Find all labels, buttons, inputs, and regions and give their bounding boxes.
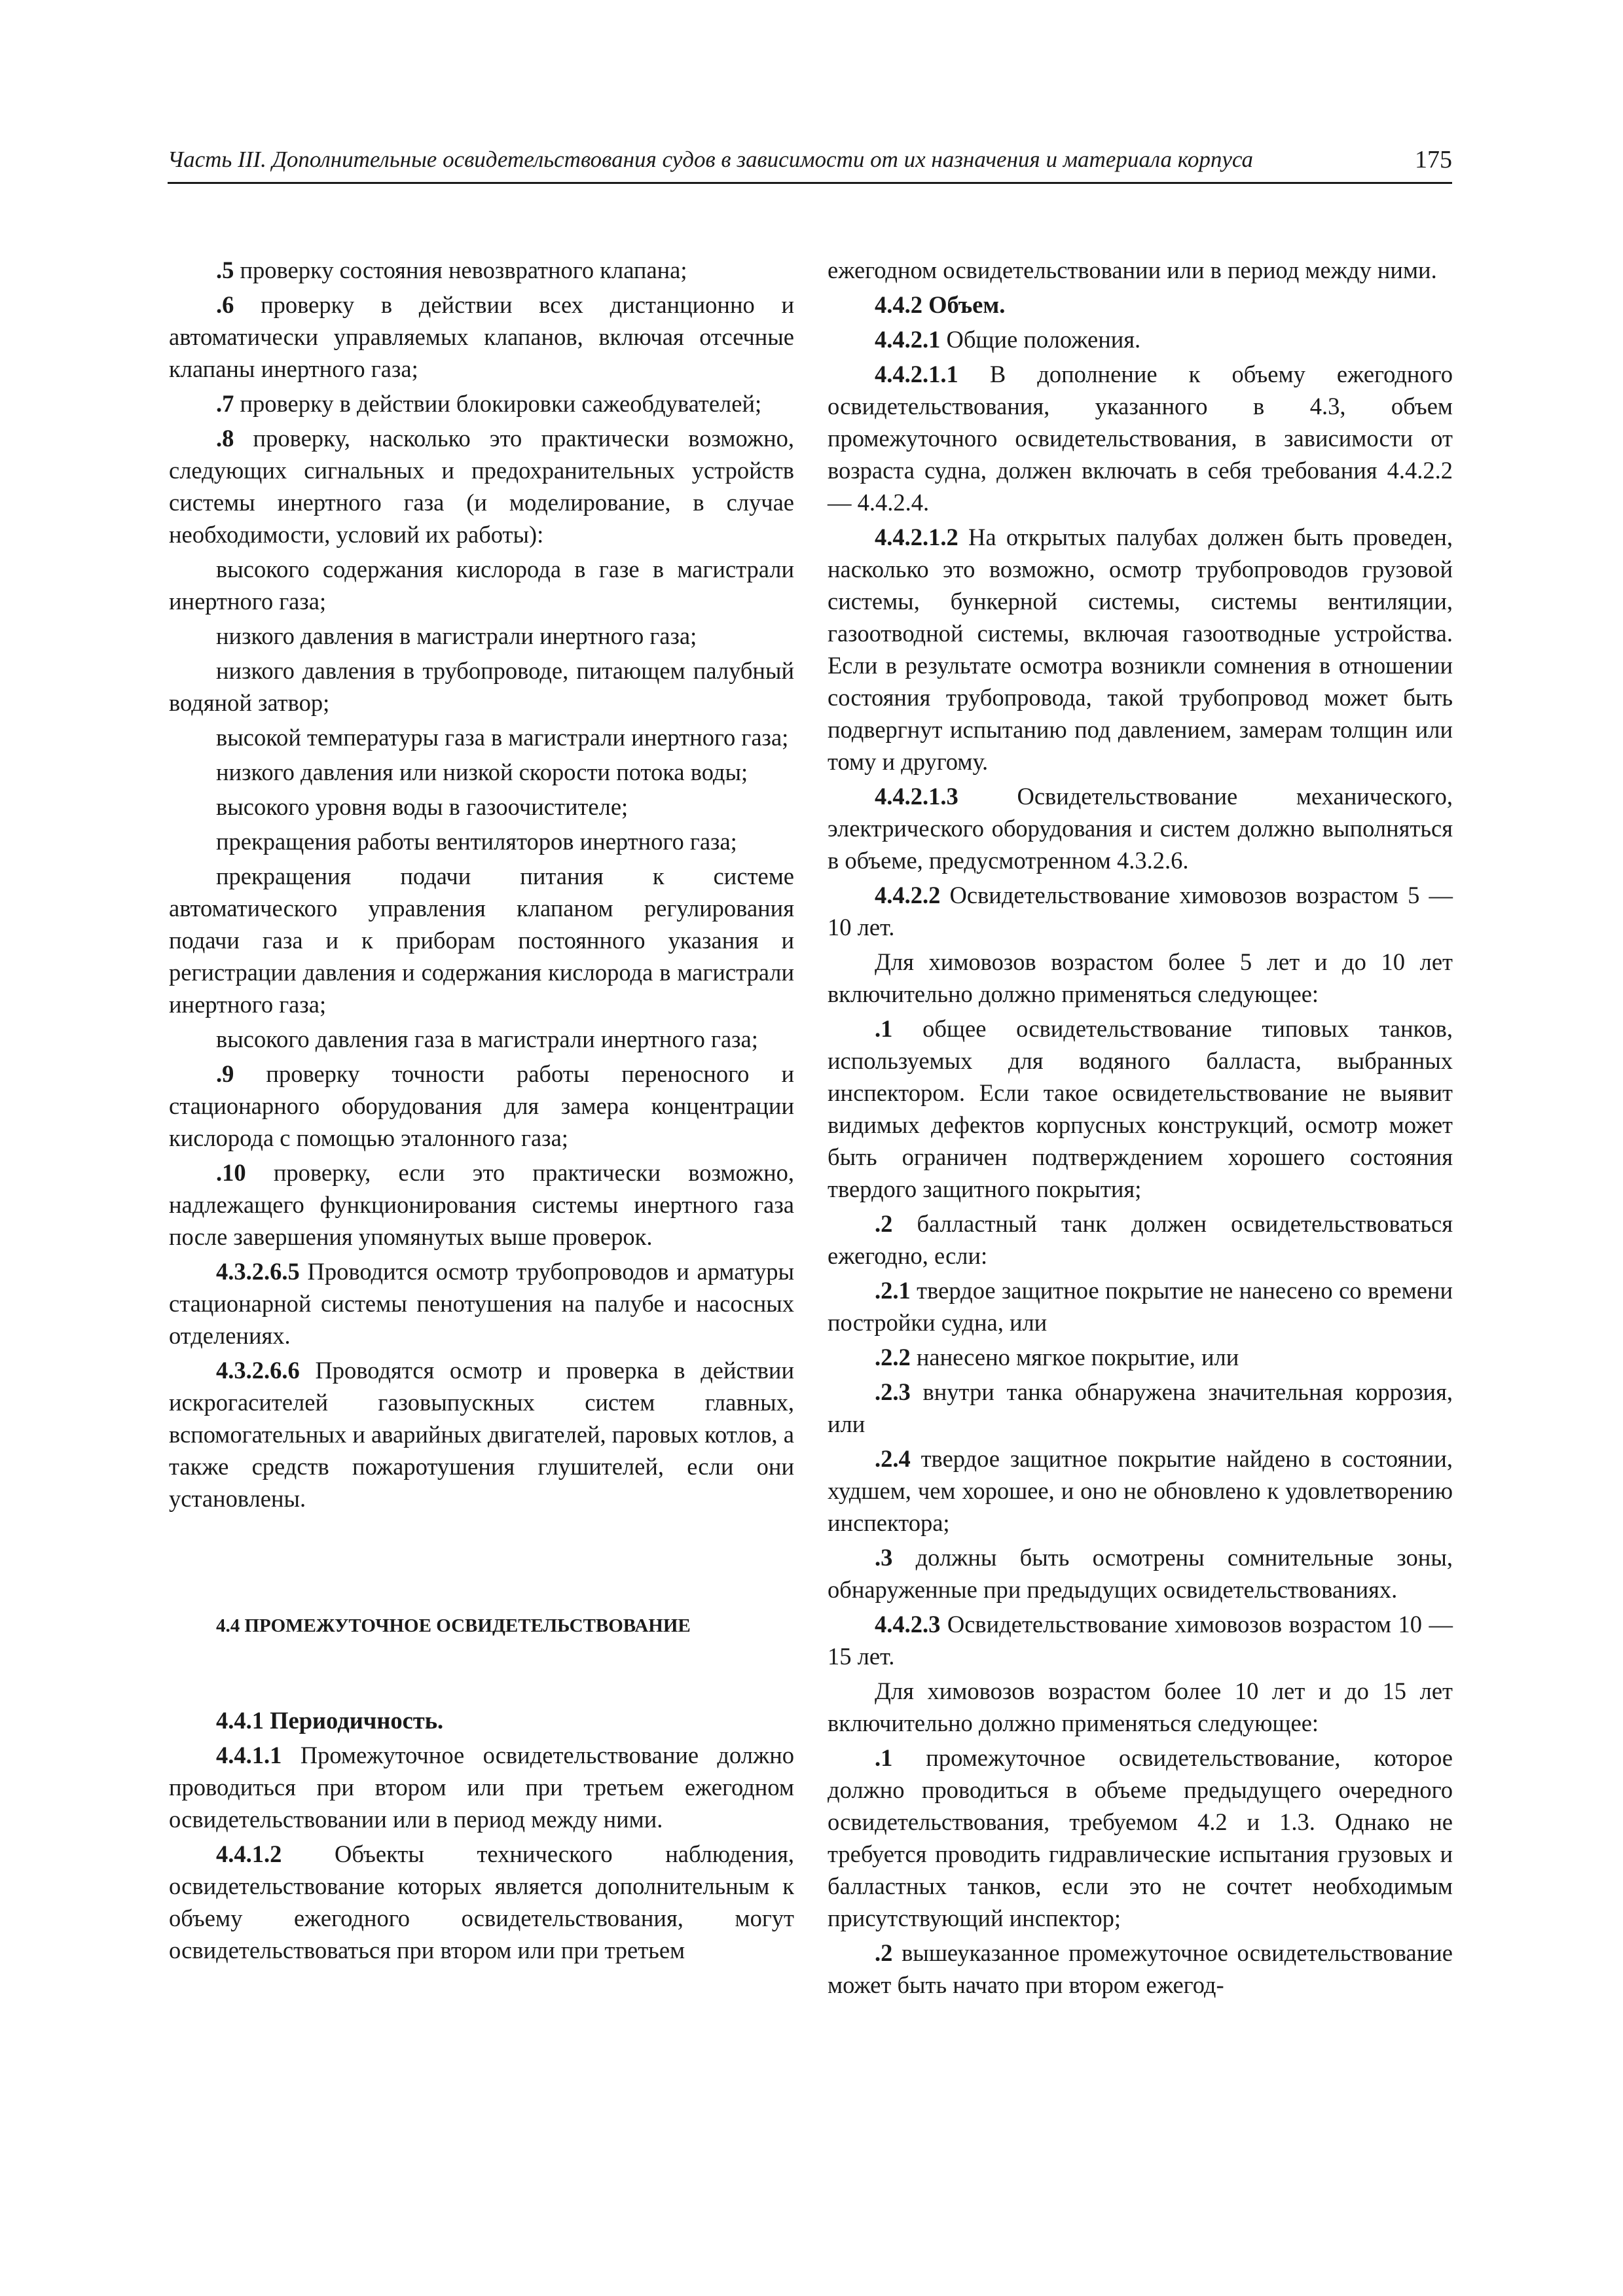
item-number: .2 xyxy=(875,1939,893,1966)
paragraph xyxy=(828,1443,1453,1539)
paragraph xyxy=(828,780,1453,876)
item-number: .7 xyxy=(216,390,234,417)
list-item: высокого давления газа в магистрали инертного газа; xyxy=(216,1026,758,1052)
paragraph-text: На открытых палубах должен быть проведен, насколько это возможно, осмотр трубопроводов грузовой системы, бункерной системы, системы вентиляции, газоотводной системы, включая газоотводные устройства. Если в результате осмотра возникли сомнения в отношении состояния трубопровода, такой трубопровод может быть подвергнут испытанию под давлением, замерам толщин или тому и другому. xyxy=(828,524,1453,775)
paragraph-text: должны быть осмотрены сомнительные зоны, обнаруженные при предыдущих освидетельствованиях. xyxy=(828,1544,1453,1603)
paragraph-text: Объекты технического наблюдения, освидетельствование которых является дополнительным к объему ежегодного освидетельствования, могут освидетельствоваться при втором или при третьем xyxy=(169,1840,794,1964)
item-number: 4.4.2.1.1 xyxy=(875,361,958,387)
paragraph-text: Общие положения. xyxy=(940,326,1141,353)
paragraph xyxy=(828,1937,1453,2001)
paragraph xyxy=(828,1608,1453,1672)
paragraph-text: проверку точности работы переносного и стационарного оборудования для замера концентрации кислорода с помощью эталонного газа; xyxy=(169,1060,794,1151)
paragraph xyxy=(169,387,794,420)
paragraph-text: вышеуказанное промежуточное освидетельствование может быть начато при втором ежегод- xyxy=(828,1939,1453,1998)
item-number: .2.4 xyxy=(875,1445,911,1472)
item-number: 4.4.2.1.3 xyxy=(875,783,958,810)
item-number: .5 xyxy=(216,257,234,283)
subsection-heading: 4.4.1 Периодичность. xyxy=(216,1707,444,1734)
list-item: низкого давления в магистрали инертного газа; xyxy=(216,622,697,649)
paragraph-text: Проводятся осмотр и проверка в действии искрогасителей газовыпускных систем главных, вспомогательных и аварийных двигателей, паровых котлов, а также средств пожаротушения глушителей, если они установлены. xyxy=(169,1357,795,1512)
paragraph xyxy=(828,1013,1453,1205)
paragraph xyxy=(828,1274,1453,1338)
paragraph xyxy=(169,1058,794,1154)
paragraph xyxy=(169,1157,794,1253)
list-item: высокого уровня воды в газоочистителе; xyxy=(216,793,629,820)
paragraph xyxy=(169,1739,794,1835)
paragraph-text: твердое защитное покрытие не нанесено со времени постройки судна, или xyxy=(828,1277,1453,1336)
item-number: .3 xyxy=(875,1544,893,1571)
paragraph xyxy=(169,1354,794,1515)
paragraph-text: Освидетельствование химовозов возрастом 10 — 15 лет. xyxy=(828,1611,1453,1670)
item-number: 4.4.1.1 xyxy=(216,1742,282,1768)
header-title: Часть III. Дополнительные освидетельствования судов в зависимости от их назначения и материала корпуса xyxy=(168,147,1253,172)
section-title: 4.4 ПРОМЕЖУТОЧНОЕ ОСВИДЕТЕЛЬСТВОВАНИЕ xyxy=(216,1615,691,1636)
item-number: .2.1 xyxy=(875,1277,911,1304)
paragraph-text: твердое защитное покрытие найдено в состоянии, худшем, чем хорошее, и оно не обновлено к удовлетворению инспектора; xyxy=(828,1445,1453,1536)
list-item: низкого давления или низкой скорости потока воды; xyxy=(216,759,748,785)
paragraph xyxy=(828,1742,1453,1934)
item-number: .2.2 xyxy=(875,1344,911,1371)
item-number: 4.4.2.1.2 xyxy=(875,524,958,550)
paragraph xyxy=(169,1838,794,1966)
item-number: .8 xyxy=(216,425,234,452)
paragraph-text: внутри танка обнаружена значительная коррозия, или xyxy=(828,1378,1453,1437)
item-number: .10 xyxy=(216,1159,246,1186)
paragraph xyxy=(828,1376,1453,1440)
paragraph-text: Освидетельствование механического, электрического оборудования и систем должно выполняться в объеме, предусмотренном 4.3.2.6. xyxy=(828,783,1453,874)
paragraph xyxy=(828,1341,1453,1373)
paragraph xyxy=(169,254,794,286)
list-item: высокого содержания кислорода в газе в магистрали инертного газа; xyxy=(169,556,794,615)
paragraph-text: нанесено мягкое покрытие, или xyxy=(910,1344,1239,1371)
paragraph xyxy=(828,358,1453,518)
item-number: .1 xyxy=(875,1015,893,1042)
paragraph-text: Проводится осмотр трубопроводов и арматуры стационарной системы пенотушения на палубе и насосных отделениях. xyxy=(169,1258,794,1349)
paragraph-text: Промежуточное освидетельствование должно проводиться при втором или при третьем ежегодном освидетельствовании или в период между ними. xyxy=(169,1742,794,1833)
list-item: прекращения работы вентиляторов инертного газа; xyxy=(216,828,737,855)
paragraph xyxy=(169,289,794,385)
item-number: 4.4.2.1 xyxy=(875,326,941,353)
paragraph xyxy=(828,521,1453,778)
paragraph: Для химовозов возрастом более 10 лет и до 15 лет включительно должно применяться следующее: xyxy=(828,1677,1453,1736)
item-number: 4.3.2.6.6 xyxy=(216,1357,300,1384)
right-column xyxy=(828,254,1453,2003)
running-header xyxy=(168,143,1452,184)
paragraph: Для химовозов возрастом более 5 лет и до 10 лет включительно должно применяться следующее: xyxy=(828,948,1453,1007)
paragraph xyxy=(828,1541,1453,1605)
paragraph xyxy=(169,1255,794,1352)
paragraph-text: балластный танк должен освидетельствоваться ежегодно, если: xyxy=(828,1210,1453,1269)
paragraph-text: Освидетельствование химовозов возрастом 5 — 10 лет. xyxy=(828,882,1453,941)
paragraph-text: В дополнение к объему ежегодного освидетельствования, указанного в 4.3, объем промежуточного освидетельствования, в зависимости от возраста судна, должен включать в себя требования 4.4.2.2 — 4.4.2.4. xyxy=(828,361,1453,516)
left-column xyxy=(169,254,794,1969)
item-number: 4.4.2.3 xyxy=(875,1611,941,1638)
item-number: .2 xyxy=(875,1210,893,1237)
item-number: .6 xyxy=(216,291,234,318)
subsection-heading: 4.4.2 Объем. xyxy=(875,291,1006,318)
page-number: 175 xyxy=(1415,146,1452,173)
paragraph xyxy=(828,1208,1453,1272)
paragraph-text: проверку, если это практически возможно, надлежащего функционирования системы инертного газа после завершения упомянутых выше проверок. xyxy=(169,1159,794,1250)
item-number: .1 xyxy=(875,1744,893,1771)
paragraph xyxy=(828,879,1453,943)
list-item: высокой температуры газа в магистрали инертного газа; xyxy=(216,724,789,751)
list-item: прекращения подачи питания к системе автоматического управления клапаном регулирования подачи газа и к приборам постоянного указания и регистрации давления и содержания кислорода в магистрали инертного газа; xyxy=(169,863,794,1018)
item-number: .9 xyxy=(216,1060,234,1087)
item-number: 4.3.2.6.5 xyxy=(216,1258,300,1285)
paragraph xyxy=(828,323,1453,355)
item-number: 4.4.2.2 xyxy=(875,882,941,908)
list-item: низкого давления в трубопроводе, питающем палубный водяной затвор; xyxy=(169,657,794,716)
paragraph-text: проверку в действии блокировки сажеобдувателей; xyxy=(234,390,762,417)
item-number: 4.4.1.2 xyxy=(216,1840,282,1867)
paragraph-text: проверку состояния невозвратного клапана; xyxy=(234,257,687,283)
paragraph: ежегодном освидетельствовании или в период между ними. xyxy=(828,257,1437,283)
item-number: .2.3 xyxy=(875,1378,911,1405)
paragraph-text: промежуточное освидетельствование, которое должно проводиться в объеме предыдущего очередного освидетельствования, требуемом 4.2 и 1.3. Однако не требуется проводить гидравлические испытания грузовых и балластных танков, если это не сочтет необходимым присутствующий инспектор; xyxy=(828,1744,1453,1931)
paragraph-text: проверку, насколько это практически возможно, следующих сигнальных и предохранительных устройств системы инертного газа (и моделирование, в случае необходимости, условий их работы): xyxy=(169,425,794,548)
paragraph-text: проверку в действии всех дистанционно и автоматически управляемых клапанов, включая отсечные клапаны инертного газа; xyxy=(169,291,794,382)
paragraph xyxy=(169,422,794,550)
paragraph-text: общее освидетельствование типовых танков, используемых для водяного балласта, выбранных инспектором. Если такое освидетельствование не выявит видимых дефектов корпусных конструкций, осмотр может быть ограничен подтверждением хорошего состояния твердого защитного покрытия; xyxy=(828,1015,1453,1202)
